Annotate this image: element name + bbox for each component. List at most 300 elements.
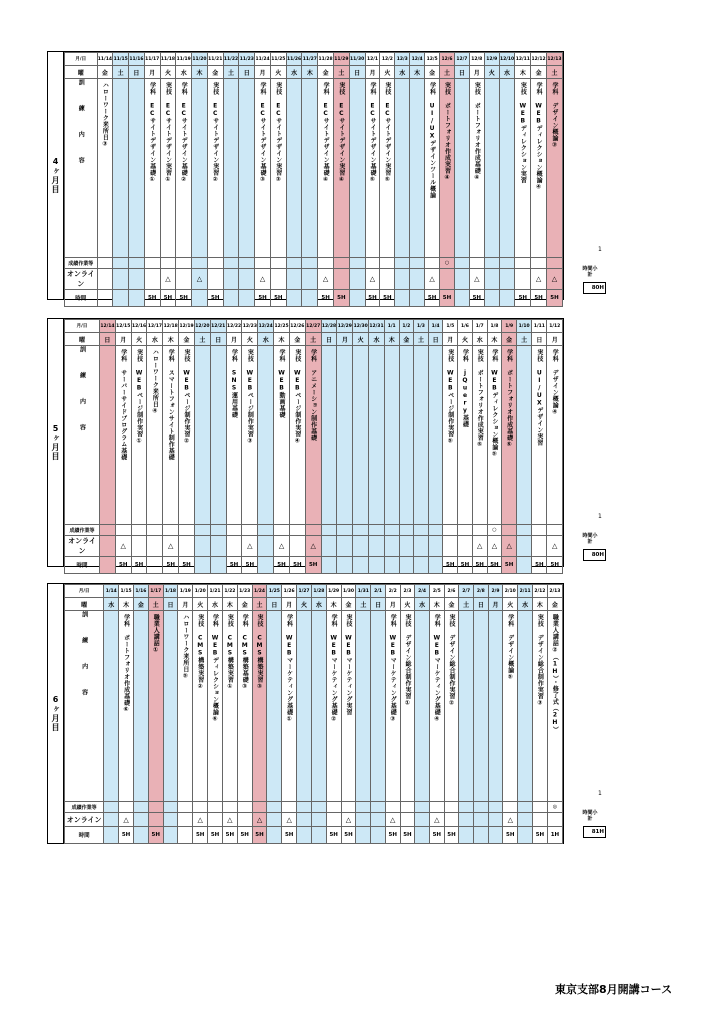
- time-row-cell: [395, 290, 410, 307]
- time-row-cell: 5H: [502, 557, 517, 574]
- time-row-cell: [113, 290, 129, 307]
- content-row-cell: [305, 346, 321, 525]
- weekday-row-cell: 金: [133, 598, 148, 611]
- content-row-cell: [474, 611, 489, 802]
- content-row-cell: [469, 79, 484, 258]
- date-row-cell: 1/9: [502, 320, 517, 333]
- weekday-row-cell: 水: [104, 598, 119, 611]
- date-row: [65, 53, 563, 66]
- content-row-cell: [399, 346, 414, 525]
- time-row-cell: 5H: [318, 290, 334, 307]
- history-row-cell: ○: [487, 525, 502, 536]
- online-row-header: オンライン: [65, 813, 104, 827]
- content-row-cell: [341, 611, 356, 802]
- time-row-cell: 5H: [503, 827, 518, 844]
- history-row: [65, 525, 563, 536]
- content-row-cell: [131, 346, 147, 525]
- date-row-cell: 1/17: [148, 585, 163, 598]
- history-row-cell: [469, 258, 484, 269]
- weekday-row-cell: 金: [237, 598, 252, 611]
- content-row-cell: [163, 611, 178, 802]
- date-row-cell: 12/8: [469, 53, 484, 66]
- online-row-cell: [237, 813, 252, 827]
- course-title: 学科 デザイン概論③: [550, 82, 558, 149]
- online-row-cell: [337, 536, 353, 557]
- time-row-cell: [415, 827, 430, 844]
- time-row-cell: 5H: [226, 557, 242, 574]
- online-row-cell: [410, 269, 425, 290]
- online-row-cell: [518, 813, 533, 827]
- history-row-cell: [443, 525, 458, 536]
- date-row-cell: 11/14: [97, 53, 113, 66]
- content-row-cell: [547, 346, 563, 525]
- time-row-cell: [399, 557, 414, 574]
- time-row-cell: [517, 557, 532, 574]
- history-row-cell: [286, 258, 302, 269]
- time-row-cell: 5H: [237, 827, 252, 844]
- date-row-cell: 12/2: [380, 53, 395, 66]
- time-row-cell: 5H: [547, 557, 563, 574]
- history-row-cell: [454, 258, 469, 269]
- time-row-cell: [163, 827, 178, 844]
- history-row-cell: [131, 525, 147, 536]
- date-row-cell: 1/31: [356, 585, 371, 598]
- course-title: 学科 SNS運用基礎: [230, 349, 238, 418]
- content-row-cell: [286, 79, 302, 258]
- weekday-row-cell: 火: [297, 598, 312, 611]
- content-row-cell: [499, 79, 515, 258]
- time-row: [65, 557, 563, 574]
- history-row-cell: [208, 802, 223, 813]
- weekday-row-cell: 金: [97, 66, 113, 79]
- schedule-table: [64, 319, 563, 574]
- content-row-cell: [337, 346, 353, 525]
- online-row-cell: [414, 536, 429, 557]
- weekday-row-cell: 日: [210, 333, 226, 346]
- course-title: 実技 ポートフォリオ作成実習④: [443, 82, 451, 182]
- date-row-cell: 11/30: [349, 53, 365, 66]
- date-row-cell: 1/2: [399, 320, 414, 333]
- online-row-cell: [547, 813, 562, 827]
- time-row-header: 時間: [65, 290, 98, 307]
- date-row-cell: 12/6: [440, 53, 455, 66]
- date-row-cell: 2/10: [503, 585, 518, 598]
- history-row-cell: ○: [440, 258, 455, 269]
- weekday-row-cell: 土: [223, 66, 239, 79]
- date-row-cell: 11/18: [160, 53, 176, 66]
- history-row-cell: [289, 525, 305, 536]
- history-row-cell: [547, 525, 563, 536]
- weekday-row-cell: 金: [502, 333, 517, 346]
- online-row-cell: [289, 536, 305, 557]
- month-label: 4ヶ月目: [48, 52, 64, 299]
- time-row-cell: 5H: [487, 557, 502, 574]
- date-row-cell: 1/18: [163, 585, 178, 598]
- history-row-cell: [349, 258, 365, 269]
- online-row-cell: △: [305, 536, 321, 557]
- online-row-cell: [147, 536, 163, 557]
- content-row-cell: [270, 79, 286, 258]
- weekday-row-cell: 土: [517, 333, 532, 346]
- online-row-cell: [515, 269, 531, 290]
- content-row-cell: [176, 79, 192, 258]
- date-row-cell: 11/26: [286, 53, 302, 66]
- content-row-cell: [237, 611, 252, 802]
- time-row-header: 時間: [65, 557, 100, 574]
- content-row-cell: [472, 346, 487, 525]
- time-row-cell: [414, 557, 429, 574]
- history-row-cell: [515, 258, 531, 269]
- date-row-cell: 1/24: [252, 585, 267, 598]
- history-row-cell: [353, 525, 369, 536]
- content-row-cell: [193, 611, 208, 802]
- date-row-cell: 1/19: [178, 585, 193, 598]
- course-title: 学科 ECサイトデザイン基礎②: [180, 82, 188, 184]
- date-row-cell: 1/21: [208, 585, 223, 598]
- course-title: 学科 ECサイトデザイン基礎⑤: [368, 82, 376, 184]
- online-row-cell: [267, 813, 282, 827]
- content-row-cell: [425, 79, 440, 258]
- history-row-cell: [546, 258, 562, 269]
- online-row-cell: [395, 269, 410, 290]
- history-row-cell: [337, 525, 353, 536]
- history-row-cell: [380, 258, 395, 269]
- online-row-cell: [380, 269, 395, 290]
- time-row-cell: [484, 290, 499, 307]
- time-row-cell: [356, 827, 371, 844]
- weekday-row-cell: 金: [444, 598, 459, 611]
- history-row-cell: [179, 525, 195, 536]
- date-row-cell: 1/28: [311, 585, 326, 598]
- content-row-cell: [113, 79, 129, 258]
- online-row-cell: △: [502, 536, 517, 557]
- date-row-header: 月/日: [65, 320, 100, 333]
- date-row-cell: 11/27: [302, 53, 318, 66]
- course-title: 学科 CMS構築基礎③: [241, 614, 249, 691]
- date-row-cell: 12/22: [226, 320, 242, 333]
- time-row-cell: [133, 827, 148, 844]
- content-row-cell: [255, 79, 271, 258]
- content-row-cell: [444, 611, 459, 802]
- time-row-cell: [194, 557, 210, 574]
- course-title: 学科 ポートフォリオ作成基礎⑥: [122, 614, 130, 714]
- weekday-row-cell: 水: [208, 598, 223, 611]
- date-row-header: 月/日: [65, 53, 98, 66]
- course-title: 実技 UI/UXデザイン実習: [535, 349, 543, 446]
- weekday-row-cell: 金: [207, 66, 223, 79]
- history-row-cell: [311, 802, 326, 813]
- history-row-cell: [333, 258, 349, 269]
- date-row-cell: 11/16: [129, 53, 145, 66]
- course-title: 学科 ECサイトデザイン基礎④: [322, 82, 330, 184]
- content-row-cell: [365, 79, 380, 258]
- weekday-row-cell: 火: [458, 333, 473, 346]
- content-row-cell: [333, 79, 349, 258]
- content-row: [65, 346, 563, 525]
- course-title: 実技 ECサイトデザイン実習②: [211, 82, 219, 184]
- course-title: 実技 CMS構築実習①: [226, 614, 234, 691]
- weekday-row-cell: 水: [176, 66, 192, 79]
- history-row-cell: [148, 802, 163, 813]
- time-row-cell: 5H: [443, 557, 458, 574]
- history-row: [65, 802, 563, 813]
- time-row-cell: 5H: [176, 290, 192, 307]
- course-title: 実技 WEBページ制作実習①: [135, 349, 143, 445]
- history-row-cell: [400, 802, 415, 813]
- history-row-cell: [356, 802, 371, 813]
- online-row-cell: △: [115, 536, 131, 557]
- course-title: 学科 スマートフォンサイト制作基礎: [167, 349, 175, 461]
- online-row-cell: [488, 813, 503, 827]
- course-title: 学科 UI/UXデザインツール概論: [428, 82, 436, 199]
- date-row-cell: 11/23: [239, 53, 255, 66]
- weekday-row-cell: 日: [163, 598, 178, 611]
- online-row-cell: [286, 269, 302, 290]
- time-row-cell: 5H: [533, 827, 548, 844]
- online-row-cell: [100, 536, 116, 557]
- online-row-cell: [131, 536, 147, 557]
- weekday-row-cell: 木: [384, 333, 399, 346]
- content-row-cell: [353, 346, 369, 525]
- weekday-row-cell: 火: [380, 66, 395, 79]
- online-row-cell: △: [469, 269, 484, 290]
- history-row-cell: [459, 802, 474, 813]
- date-row-cell: 12/30: [353, 320, 369, 333]
- content-row-cell: [207, 79, 223, 258]
- course-title: 実技 CMS構築実習③: [256, 614, 264, 691]
- time-row-cell: [353, 557, 369, 574]
- content-row-cell: [179, 346, 195, 525]
- weekday-row-cell: 火: [484, 66, 499, 79]
- subtotal-label: 時間小計: [582, 810, 598, 822]
- time-row-cell: [321, 557, 337, 574]
- time-row-cell: 5H: [546, 290, 562, 307]
- time-row-cell: [129, 290, 145, 307]
- history-row-cell: [531, 258, 547, 269]
- content-row-cell: [385, 611, 400, 802]
- content-row: [65, 79, 563, 258]
- weekday-row-cell: 金: [179, 333, 195, 346]
- online-row-cell: [226, 536, 242, 557]
- weekday-row-cell: 水: [415, 598, 430, 611]
- history-row-cell: [395, 258, 410, 269]
- content-row-cell: [97, 79, 113, 258]
- online-row-cell: △: [503, 813, 518, 827]
- weekday-row-cell: 水: [472, 333, 487, 346]
- time-row-cell: [302, 290, 318, 307]
- subtotal-label: 時間小計: [582, 533, 598, 545]
- content-row-cell: [517, 346, 532, 525]
- history-row-cell: [223, 258, 239, 269]
- weekday-row-cell: 月: [282, 598, 297, 611]
- online-row-cell: [444, 813, 459, 827]
- history-row-cell: [533, 802, 548, 813]
- time-row: [65, 290, 563, 307]
- month-label: 6ヶ月目: [48, 584, 64, 843]
- weekday-row-cell: 水: [499, 66, 515, 79]
- history-row-cell: [517, 525, 532, 536]
- course-title: 実技 ポートフォリオ作成基礎④: [473, 82, 481, 182]
- content-row-cell: [267, 611, 282, 802]
- history-row-cell: [458, 525, 473, 536]
- course-title: 実技 WEBページ制作実習②: [183, 349, 191, 445]
- time-row-cell: [337, 557, 353, 574]
- history-row-cell: [144, 258, 160, 269]
- date-row-cell: 1/30: [341, 585, 356, 598]
- date-row-cell: 2/4: [415, 585, 430, 598]
- course-title: 学科 WEBマーケティング基礎②: [330, 614, 338, 723]
- online-row-cell: [148, 813, 163, 827]
- history-row-cell: [194, 525, 210, 536]
- online-row-cell: △: [487, 536, 502, 557]
- online-row-cell: [333, 269, 349, 290]
- weekday-row: [65, 598, 563, 611]
- time-row-cell: 5H: [255, 290, 271, 307]
- content-row-cell: [242, 346, 258, 525]
- online-row-cell: △: [318, 269, 334, 290]
- date-row-cell: 1/6: [458, 320, 473, 333]
- time-row-cell: [488, 827, 503, 844]
- date-row-cell: 12/1: [365, 53, 380, 66]
- time-row-cell: [147, 557, 163, 574]
- history-row-cell: [239, 258, 255, 269]
- weekday-row-cell: 金: [341, 598, 356, 611]
- weekday-row-cell: 木: [410, 66, 425, 79]
- schedule-table: [64, 584, 563, 844]
- weekday-row-cell: 日: [129, 66, 145, 79]
- course-title: ハローワーク来所日④: [151, 349, 159, 415]
- content-row-cell: [515, 79, 531, 258]
- history-row-cell: [321, 525, 337, 536]
- history-row-cell: [484, 258, 499, 269]
- time-row-cell: 5H: [270, 290, 286, 307]
- online-row: [65, 269, 563, 290]
- content-row-cell: [400, 611, 415, 802]
- history-row-cell: [222, 802, 237, 813]
- content-row-cell: [223, 79, 239, 258]
- online-row-cell: △: [252, 813, 267, 827]
- weekday-row-cell: 木: [487, 333, 502, 346]
- time-row-cell: 5H: [365, 290, 380, 307]
- online-row-cell: [484, 269, 499, 290]
- weekday-row-cell: 月: [178, 598, 193, 611]
- time-row-cell: 1H: [547, 827, 562, 844]
- weekday-row-cell: 月: [226, 333, 242, 346]
- date-row-cell: 12/31: [369, 320, 385, 333]
- weekday-row-cell: 金: [425, 66, 440, 79]
- online-row-cell: [178, 813, 193, 827]
- course-title: 実技 デザイン総合制作実習②: [447, 614, 455, 707]
- online-row-cell: [207, 269, 223, 290]
- online-row-cell: △: [119, 813, 134, 827]
- course-title: 実技 ECサイトデザイン実習①: [164, 82, 172, 184]
- time-row-cell: 5H: [531, 290, 547, 307]
- time-row-cell: [104, 827, 119, 844]
- date-row-cell: 12/17: [147, 320, 163, 333]
- online-row-cell: [163, 813, 178, 827]
- month-block: [47, 51, 564, 300]
- weekday-row-cell: 日: [454, 66, 469, 79]
- content-row-cell: [104, 611, 119, 802]
- online-row-cell: [176, 269, 192, 290]
- content-row-header: [65, 611, 104, 802]
- history-row-cell: [237, 802, 252, 813]
- course-title: 実技 デザイン総合制作実習①: [403, 614, 411, 707]
- content-row-cell: [297, 611, 312, 802]
- online-row-cell: [97, 269, 113, 290]
- time-row-cell: [384, 557, 399, 574]
- subtotal-value: 80H: [583, 549, 606, 561]
- time-row: [65, 827, 563, 844]
- date-row-cell: 12/16: [131, 320, 147, 333]
- time-row-cell: [258, 557, 274, 574]
- content-row-cell: [487, 346, 502, 525]
- history-row-cell: [318, 258, 334, 269]
- content-row-cell: [502, 346, 517, 525]
- date-row-cell: 11/20: [192, 53, 208, 66]
- content-row-cell: [311, 611, 326, 802]
- time-row-cell: 5H: [242, 557, 258, 574]
- weekday-row-cell: 金: [289, 333, 305, 346]
- content-row-cell: [129, 79, 145, 258]
- date-row-cell: 1/22: [222, 585, 237, 598]
- date-row-cell: 12/14: [100, 320, 116, 333]
- course-title: 学科 jQuery基礎: [461, 349, 469, 428]
- history-row-cell: [113, 258, 129, 269]
- course-title: 実技 WEBページ制作実習④: [293, 349, 301, 445]
- online-row-cell: [129, 269, 145, 290]
- course-title: 学科 デザイン概論⑤: [506, 614, 514, 681]
- weekday-row: [65, 333, 563, 346]
- weekday-row-cell: 土: [459, 598, 474, 611]
- online-row-cell: [458, 536, 473, 557]
- date-row-cell: 2/6: [444, 585, 459, 598]
- online-row-cell: [428, 536, 443, 557]
- weekday-row-cell: 木: [119, 598, 134, 611]
- history-row-cell: [97, 258, 113, 269]
- content-row-cell: [289, 346, 305, 525]
- content-row-cell: [321, 346, 337, 525]
- time-row-cell: 5H: [207, 290, 223, 307]
- history-row-cell: [270, 258, 286, 269]
- online-row-cell: [270, 269, 286, 290]
- course-title: 学科 ポートフォリオ作成基礎⑤: [505, 349, 513, 449]
- online-row-cell: [326, 813, 341, 827]
- date-row-cell: 12/7: [454, 53, 469, 66]
- date-row-cell: 1/23: [237, 585, 252, 598]
- content-row-cell: [274, 346, 290, 525]
- weekday-row-cell: 土: [305, 333, 321, 346]
- weekday-row-cell: 金: [531, 66, 547, 79]
- date-row-cell: 1/10: [517, 320, 532, 333]
- content-row-label: 訓練内容: [80, 611, 88, 715]
- date-row-cell: 12/5: [425, 53, 440, 66]
- content-row-cell: [318, 79, 334, 258]
- date-row-cell: 12/19: [179, 320, 195, 333]
- content-row-cell: [133, 611, 148, 802]
- content-row-cell: [194, 346, 210, 525]
- weekday-row-cell: 木: [274, 333, 290, 346]
- history-row-cell: [178, 802, 193, 813]
- content-row-cell: [440, 79, 455, 258]
- weekday-row-cell: 月: [365, 66, 380, 79]
- content-row-cell: [533, 611, 548, 802]
- online-row-cell: [533, 813, 548, 827]
- time-row-cell: 5H: [425, 290, 440, 307]
- content-row-cell: [459, 611, 474, 802]
- content-row-cell: [210, 346, 226, 525]
- course-title: 学科 WEBディレクション概論⑤: [490, 349, 498, 458]
